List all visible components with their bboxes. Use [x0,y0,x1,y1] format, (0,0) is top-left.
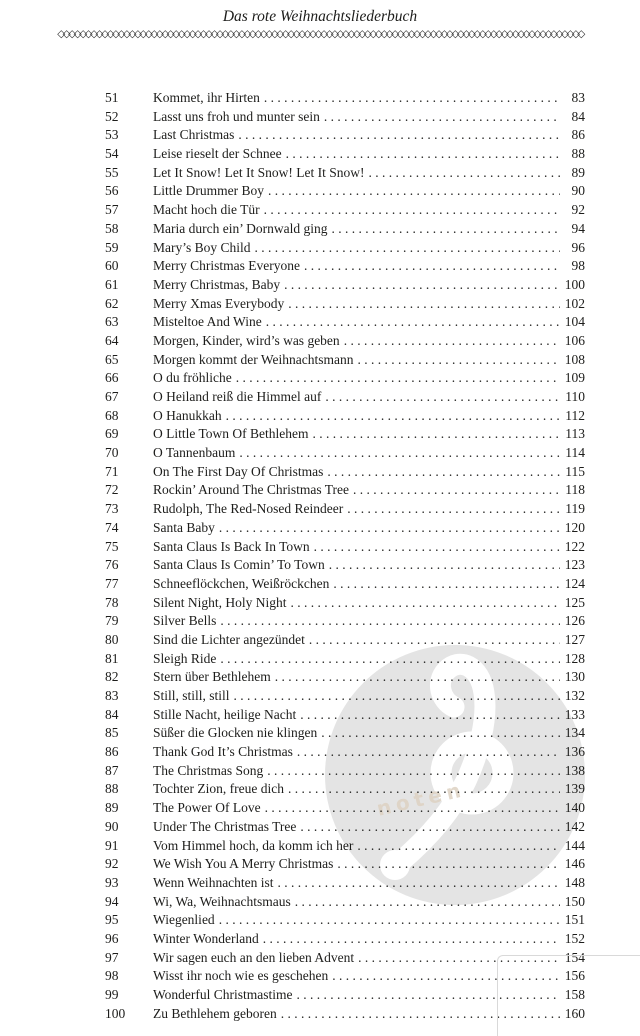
page-number: 152 [564,930,585,946]
dot-leader [288,780,560,799]
dot-leader [329,556,560,575]
song-number: 68 [105,407,119,423]
toc-entry [105,930,585,949]
song-title: Lasst uns froh und munter sein [153,108,320,124]
toc-entry [105,295,585,314]
page-number: 89 [571,164,585,180]
page-number: 109 [564,370,585,386]
toc-entry [105,407,585,426]
page-number: 123 [564,557,585,573]
song-title: Let It Snow! Let It Snow! Let It Snow! [153,164,365,180]
song-title: Vom Himmel hoch, da komm ich her [153,837,354,853]
page-number: 114 [565,445,585,461]
toc-entry [105,724,585,743]
song-title: Last Christmas [153,127,235,143]
song-number: 72 [105,482,119,498]
toc-entry [105,687,585,706]
dot-leader [347,500,560,519]
toc-entry [105,519,585,538]
page-number: 110 [565,389,585,404]
dot-leader [267,762,560,781]
song-title: Sleigh Ride [153,650,217,666]
dot-leader [368,164,560,183]
song-title: Thank God It’s Christmas [153,744,293,760]
diamond-chain-divider [41,28,599,42]
song-title: Rockin’ Around The Christmas Tree [153,482,349,498]
dot-leader [284,276,560,295]
page-number: 118 [565,482,585,498]
song-number: 94 [105,893,119,909]
song-title: O du fröhliche [153,370,232,386]
song-number: 71 [105,463,119,479]
toc-entry [105,481,585,500]
dot-leader [325,388,560,407]
dot-leader [265,799,560,818]
page-number: 108 [564,351,585,367]
dot-leader [234,687,560,706]
page-number: 142 [564,818,585,834]
dot-leader [286,145,560,164]
page-number: 122 [564,538,585,554]
song-title: Wonderful Christmastime [153,987,293,1002]
page-number: 100 [564,276,585,292]
page-number: 102 [564,295,585,311]
song-number: 67 [105,389,119,404]
song-title: Wir sagen euch an den lieben Advent [153,949,355,965]
dot-leader [226,407,560,426]
song-number: 65 [105,351,119,367]
toc-entry [105,556,585,575]
song-number: 97 [105,949,119,965]
dot-leader [220,612,560,631]
song-number: 76 [105,557,119,573]
page-number: 112 [565,407,585,423]
song-title: Merry Xmas Everybody [153,295,285,311]
song-number: 95 [105,912,119,928]
song-number: 61 [105,276,119,292]
song-number: 98 [105,968,119,984]
page-number: 96 [571,239,585,255]
song-number: 80 [105,631,119,647]
song-title: Maria durch ein’ Dornwald ging [153,220,328,236]
page-number: 113 [565,426,585,442]
song-number: 83 [105,688,119,703]
song-title: Morgen, Kinder, wird’s was geben [153,332,340,348]
toc-entry [105,612,585,631]
song-title: Wi, Wa, Weihnachtsmaus [153,893,291,909]
song-number: 70 [105,445,119,461]
song-number: 85 [105,725,119,741]
song-title: O Heiland reiß die Himmel auf [153,389,322,404]
song-title: O Little Town Of Bethlehem [153,426,309,442]
dot-leader [275,668,560,687]
page-number: 160 [564,1005,585,1021]
toc-entry [105,444,585,463]
toc-entry [105,463,585,482]
song-number: 55 [105,164,119,180]
song-number: 99 [105,987,119,1002]
toc-entry [105,89,585,108]
song-title: Mary’s Boy Child [153,239,251,255]
toc-entry [105,780,585,799]
dot-leader [357,837,560,856]
song-number: 53 [105,127,119,143]
toc-entry [105,425,585,444]
dot-leader [236,369,560,388]
page-number: 154 [564,949,585,965]
page-number: 104 [564,314,585,330]
page-number: 158 [564,987,585,1002]
toc-entry [105,762,585,781]
toc-entry [105,668,585,687]
page-number: 130 [564,669,585,685]
song-title: Macht hoch die Tür [153,202,260,218]
dot-leader [288,295,560,314]
toc-entry [105,538,585,557]
song-number: 58 [105,220,119,236]
song-title: On The First Day Of Christmas [153,463,324,479]
song-number: 57 [105,202,119,218]
song-number: 51 [105,90,119,105]
song-title: O Hanukkah [153,407,222,423]
dot-leader [353,481,560,500]
page-number: 98 [571,258,585,274]
toc-entry [105,313,585,332]
song-number: 92 [105,856,119,872]
page-number: 83 [571,90,585,105]
toc-entry [105,369,585,388]
song-title: Wisst ihr noch wie es geschehen [153,968,329,984]
overlay-box-corner [497,955,640,1036]
song-title: Tochter Zion, freue dich [153,781,284,797]
song-number: 88 [105,781,119,797]
song-number: 93 [105,874,119,890]
song-number: 73 [105,501,119,517]
dot-leader [313,425,560,444]
song-title: Rudolph, The Red-Nosed Reindeer [153,501,344,517]
toc-entry [105,164,585,183]
song-number: 63 [105,314,119,330]
toc-entry [105,332,585,351]
song-number: 87 [105,762,119,778]
song-number: 86 [105,744,119,760]
page-number: 115 [565,463,585,479]
song-title: Zu Bethlehem geboren [153,1005,277,1021]
song-title: Winter Wonderland [153,930,259,946]
toc-entry [105,351,585,370]
ornament-run: ◇◇◇◇◇◇◇◇◇◇◇◇◇◇◇◇◇◇◇◇◇◇◇◇◇◇◇◇◇◇◇◇◇◇◇◇◇◇◇◇◇◇◇◇◇◇◇◇◇◇◇◇◇◇◇◇◇◇◇◇◇◇◇◇◇◇◇◇◇◇◇◇◇◇◇◇◇◇◇◇◇◇◇◇◇◇◇◇◇◇◇◇◇◇◇◇ [57,28,583,40]
dot-leader [266,313,560,332]
toc-entry [105,743,585,762]
page-number: 120 [564,519,585,535]
song-title: Stille Nacht, heilige Nacht [153,706,297,722]
toc-entry [105,388,585,407]
song-title: The Christmas Song [153,762,264,778]
page-number: 151 [564,912,585,928]
song-number: 91 [105,837,119,853]
page-number: 126 [564,613,585,629]
page-number: 144 [564,837,585,853]
page-number: 94 [571,220,585,236]
dot-leader [278,874,560,893]
song-number: 62 [105,295,119,311]
song-title: Morgen kommt der Weihnachtsmann [153,351,354,367]
dot-leader [304,257,560,276]
page-number: 90 [571,183,585,199]
page-number: 150 [564,893,585,909]
song-number: 75 [105,538,119,554]
dot-leader [331,220,560,239]
dot-leader [239,444,560,463]
song-number: 64 [105,332,119,348]
toc-entry [105,182,585,201]
toc-entry [105,276,585,295]
watermark-text: noten [374,776,468,821]
song-number: 100 [105,1005,126,1021]
table-of-contents [105,89,585,1023]
dot-leader [291,594,560,613]
page-number: 138 [564,762,585,778]
dot-leader [333,575,560,594]
dot-leader [297,743,560,762]
song-number: 90 [105,818,119,834]
toc-entry [105,706,585,725]
dot-leader [268,182,560,201]
page-number: 156 [564,968,585,984]
toc-entry [105,818,585,837]
toc-entry [105,799,585,818]
song-number: 60 [105,258,119,274]
dot-leader [220,650,560,669]
song-number: 96 [105,930,119,946]
dot-leader [309,631,560,650]
song-title: Little Drummer Boy [153,183,264,199]
toc-entry [105,126,585,145]
song-title: Silver Bells [153,613,217,629]
page-number: 92 [571,202,585,218]
song-number: 69 [105,426,119,442]
dot-leader [219,519,560,538]
song-number: 82 [105,669,119,685]
toc-entry [105,594,585,613]
song-number: 52 [105,108,119,124]
dot-leader [327,463,560,482]
page-number: 125 [564,594,585,610]
song-title: Schneeflöckchen, Weißröckchen [153,575,330,591]
dot-leader [264,89,560,108]
page-number: 134 [564,725,585,741]
toc-entry [105,837,585,856]
page-number: 106 [564,332,585,348]
song-title: Wiegenlied [153,912,215,928]
song-number: 59 [105,239,119,255]
song-title: Merry Christmas Everyone [153,258,300,274]
dot-leader [295,893,560,912]
song-title: Misteltoe And Wine [153,314,262,330]
song-title: Merry Christmas, Baby [153,276,281,292]
page-number: 133 [564,706,585,722]
page-number: 127 [564,631,585,647]
page-number: 88 [571,146,585,162]
page-number: 132 [564,688,585,703]
toc-entry [105,911,585,930]
page-number: 139 [564,781,585,797]
song-number: 56 [105,183,119,199]
song-title: The Power Of Love [153,800,261,816]
page-number: 86 [571,127,585,143]
page-number: 84 [571,108,585,124]
song-number: 89 [105,800,119,816]
page-number: 124 [564,575,585,591]
toc-entry [105,874,585,893]
song-title: O Tannenbaum [153,445,236,461]
page-number: 136 [564,744,585,760]
song-number: 81 [105,650,119,666]
song-number: 74 [105,519,119,535]
song-number: 66 [105,370,119,386]
dot-leader [255,239,560,258]
page-number: 119 [565,501,585,517]
dot-leader [324,108,560,127]
dot-leader [314,538,560,557]
toc-entry [105,201,585,220]
toc-entry [105,855,585,874]
dot-leader [344,332,560,351]
page-number: 146 [564,856,585,872]
dot-leader [238,126,560,145]
page-number: 128 [564,650,585,666]
dot-leader [264,201,560,220]
song-number: 84 [105,706,119,722]
dot-leader [358,351,560,370]
song-title: Still, still, still [153,688,230,703]
song-title: Stern über Bethlehem [153,669,271,685]
song-number: 78 [105,594,119,610]
dot-leader [219,911,560,930]
toc-entry [105,631,585,650]
dot-leader [263,930,560,949]
toc-entry [105,257,585,276]
song-number: 77 [105,575,119,591]
toc-entry [105,220,585,239]
song-title: Leise rieselt der Schnee [153,146,282,162]
toc-entry [105,575,585,594]
song-title: Kommet, ihr Hirten [153,90,260,105]
dot-leader [337,855,560,874]
song-number: 54 [105,146,119,162]
song-title: Under The Christmas Tree [153,818,297,834]
toc-entry [105,108,585,127]
dot-leader [300,818,560,837]
song-title: Santa Claus Is Comin’ To Town [153,557,325,573]
song-number: 79 [105,613,119,629]
page-number: 148 [564,874,585,890]
page-number: 140 [564,800,585,816]
dot-leader [300,706,560,725]
page-title: Das rote Weihnachtsliederbuch [222,8,418,25]
song-title: Wenn Weihnachten ist [153,874,274,890]
toc-entry [105,145,585,164]
song-title: Sind die Lichter angezündet [153,631,305,647]
dot-leader [321,724,560,743]
song-title: Santa Baby [153,519,215,535]
song-title: Silent Night, Holy Night [153,594,287,610]
song-title: We Wish You A Merry Christmas [153,856,334,872]
toc-entry [105,239,585,258]
toc-entry [105,893,585,912]
song-title: Süßer die Glocken nie klingen [153,725,318,741]
toc-entry [105,500,585,519]
song-title: Santa Claus Is Back In Town [153,538,310,554]
toc-entry [105,650,585,669]
